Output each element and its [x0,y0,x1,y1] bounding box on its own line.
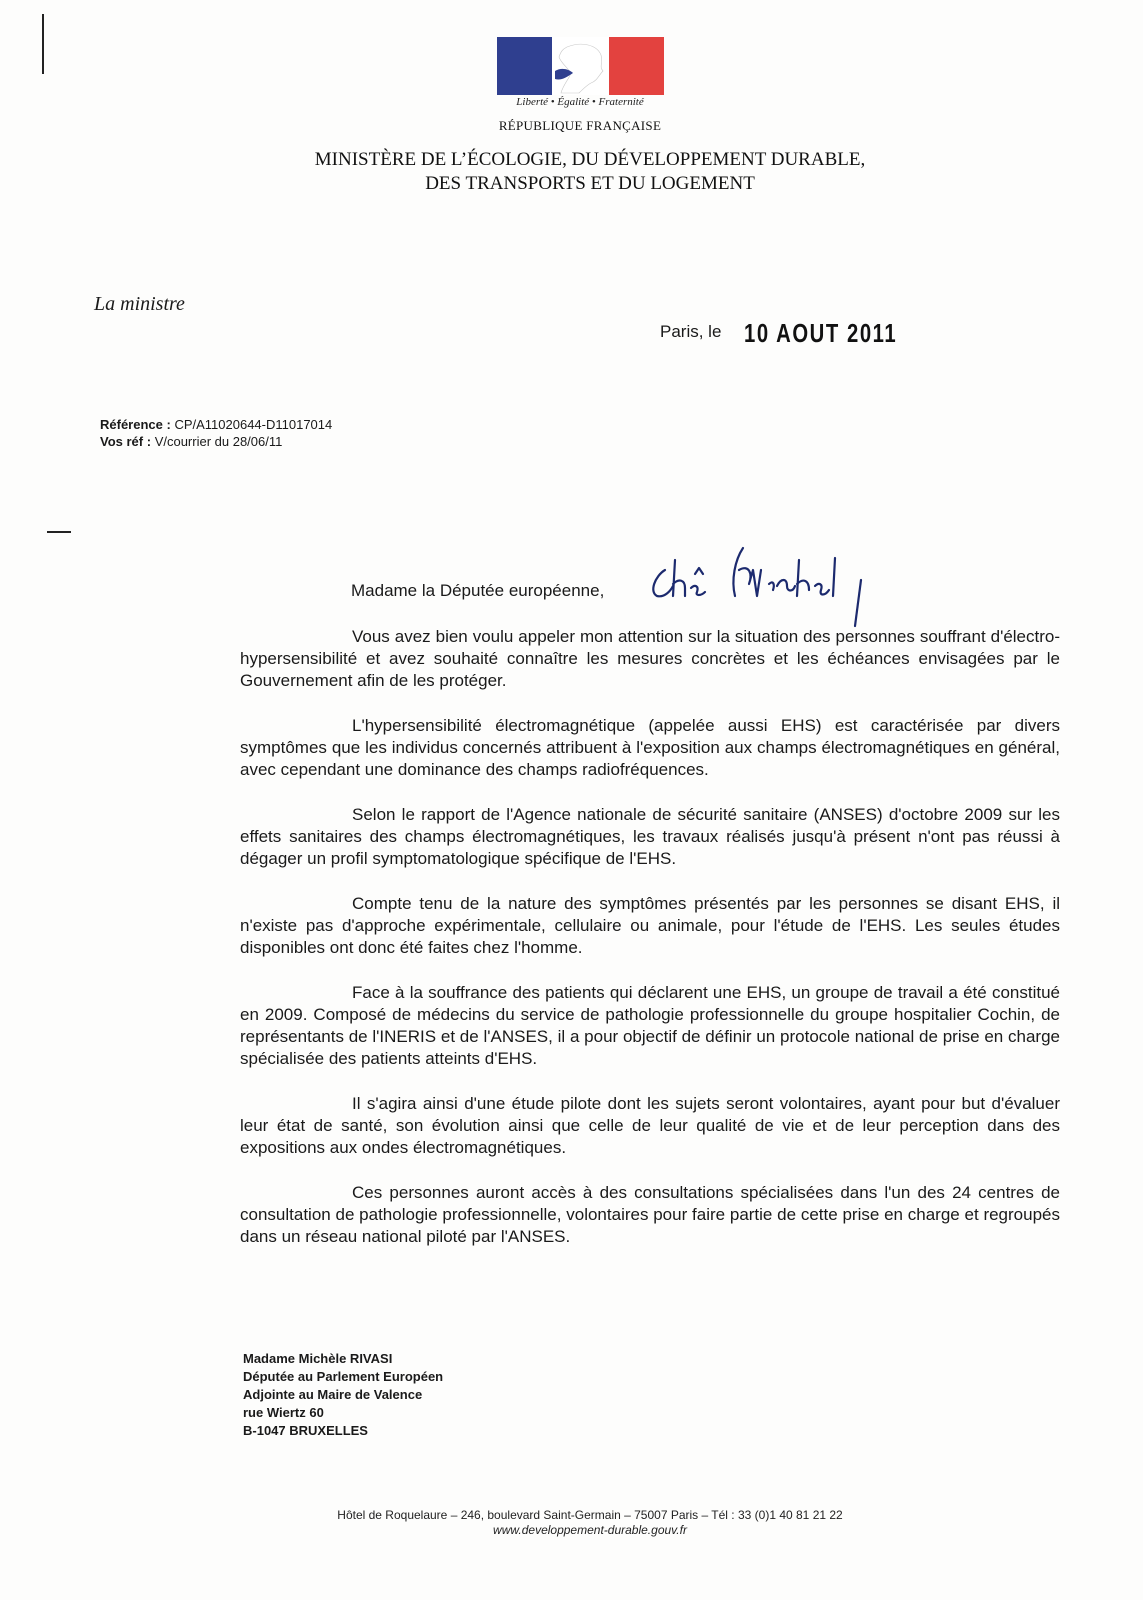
body-paragraph: Vous avez bien voulu appeler mon attention sur la situation des personnes souffrant d'électro-hypersensibilité et avez souhaité connaître les mesures concrètes et les échéances envisagées par le Gouvernement afin de les protéger. [240,627,1060,690]
salutation: Madame la Députée européenne, [351,581,605,600]
recipient-address [243,1350,443,1440]
reference-line [100,416,332,433]
ministry-title [200,148,980,196]
body-paragraph: Ces personnes auront accès à des consultations spécialisées dans l'un des 24 centres de consultation de pathologie professionnelle, volontaires pour faire partie de cette prise en charge et regroupés dans un réseau national piloté par l'ANSES. [240,1183,1060,1246]
reference-value: CP/A11020644-D11017014 [174,417,333,432]
body-paragraph: Face à la souffrance des patients qui déclarent une EHS, un groupe de travail a été constitué en 2009. Composé de médecins du service de pathologie professionnelle du groupe hospitalier Cochin, de représentants de l'INERIS et de l'ANSES, il a pour objectif de définir un protocole national de prise en charge spécialisée des patients atteints d'EHS. [240,983,1060,1068]
footer [250,1508,930,1538]
body-paragraph: Il s'agira ainsi d'une étude pilote dont les sujets seront volontaires, ayant pour but d'évaluer leur état de santé, son évolution ainsi que celle de leur qualité de vie et de leur perception dans des expositions aux ondes électromagnétiques. [240,1094,1060,1157]
recipient-city: B-1047 BRUXELLES [243,1423,368,1438]
references-block [100,416,332,450]
sender-role: La ministre [94,293,185,315]
your-reference-value: V/courrier du 28/06/11 [154,434,283,449]
date-prefix: Paris, le [660,322,722,341]
republic-name: RÉPUBLIQUE FRANÇAISE [498,118,662,133]
handwritten-greeting [645,540,885,630]
letter-body [240,626,1060,1271]
footer-website-link[interactable]: www.developpement-durable.gouv.fr [493,1523,687,1537]
your-reference-label: Vos réf : [100,434,152,449]
ministry-title-line-2: DES TRANSPORTS ET DU LOGEMENT [425,173,755,194]
body-paragraph: Selon le rapport de l'Agence nationale de sécurité sanitaire (ANSES) d'octobre 2009 sur les effets sanitaires des champs électromagnétiques, les travaux réalisés jusqu'à présent n'ont pas réussi à dégager un profil symptomatologique spécifique de l'EHS. [240,805,1060,868]
recipient-title: Députée au Parlement Européen [243,1369,444,1384]
body-paragraph: Compte tenu de la nature des symptômes présentés par les personnes se disant EHS, il n'existe pas d'approche expérimentale, cellulaire ou animale, pour l'étude de l'EHS. Les seules études disponibles ont donc été faites chez l'homme. [240,894,1060,957]
ministry-title-line-1: MINISTÈRE DE L’ÉCOLOGIE, DU DÉVELOPPEMENT DURABLE, [314,149,866,170]
your-reference-line [100,433,332,450]
recipient-title-2: Adjointe au Maire de Valence [243,1387,423,1402]
recipient-name: Madame Michèle RIVASI [243,1351,393,1366]
marianne-logo [497,37,664,95]
margin-mark-horizontal [47,531,71,533]
republic-motto: Liberté • Égalité • Fraternité [516,96,644,108]
margin-mark-vertical [42,14,44,74]
date-stamp: 10 AOUT 2011 [744,318,898,348]
recipient-street: rue Wiertz 60 [243,1405,324,1420]
body-paragraph: L'hypersensibilité électromagnétique (appelée aussi EHS) est caractérisée par divers symptômes que les individus concernés attribuent à l'exposition aux champs électromagnétiques en général, avec cependant une dominance des champs radiofréquences. [240,716,1060,779]
reference-label: Référence : [100,417,171,432]
footer-address: Hôtel de Roquelaure – 246, boulevard Saint-Germain – 75007 Paris – Tél : 33 (0)1 40 81 21 22 [337,1508,843,1522]
